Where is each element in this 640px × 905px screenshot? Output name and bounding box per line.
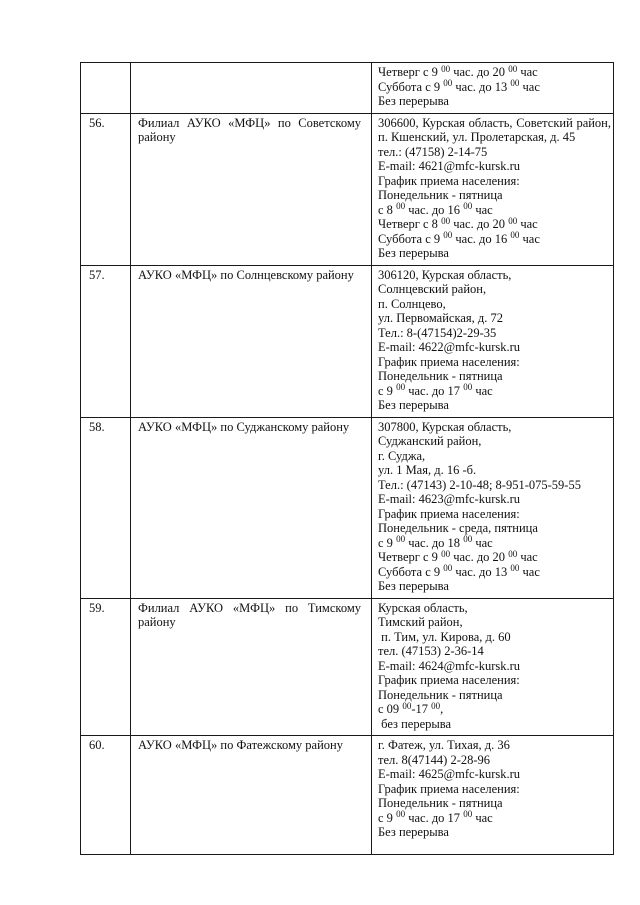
detail-line: Без перерыва [378, 246, 449, 260]
detail-line: Суббота с 9 $^{00}$ час. до 13 $^{00}$ час [378, 563, 540, 579]
detail-line: с 9 $^{00}$ час. до 17 $^{00}$ час [378, 382, 493, 398]
row-number-cell: 56. [81, 113, 131, 265]
detail-line: E-mail: 4622@mfc-kursk.ru [378, 340, 521, 354]
detail-line: Суббота с 9 $^{00}$ час. до 13 $^{00}$ час [378, 78, 540, 94]
contact-details-cell [372, 736, 614, 855]
detail-line: E-mail: 4621@mfc-kursk.ru [378, 159, 521, 173]
superscript-minutes: 00 [508, 63, 518, 74]
superscript-minutes: 00 [510, 563, 520, 573]
org-name-cell: АУКО «МФЦ» по Фатежскому району [131, 736, 372, 855]
table-row [81, 417, 614, 598]
contact-details-cell [372, 265, 614, 417]
table-row [81, 63, 614, 114]
detail-line: г. Суджа, [378, 448, 426, 463]
row-number-cell: 60. [81, 736, 131, 855]
table-row [81, 265, 614, 417]
detail-line: Понедельник - пятница [378, 687, 503, 702]
superscript-minutes: 00 [441, 215, 451, 226]
detail-line: с 9 $^{00}$ час. до 18 $^{00}$ час [378, 534, 493, 550]
superscript-minutes: 00 [441, 63, 451, 74]
detail-line: Без перерыва [378, 398, 449, 412]
superscript-minutes: 00 [441, 548, 451, 559]
detail-line: с 8 $^{00}$ час. до 16 $^{00}$ час [378, 201, 493, 217]
table-row [81, 598, 614, 736]
superscript-minutes: 00 [463, 382, 473, 392]
contact-details-cell [372, 598, 614, 736]
detail-line: п. Тим, ул. Кирова, д. 60 [378, 629, 511, 644]
superscript-minutes: 00 [510, 78, 520, 88]
table-row [81, 736, 614, 855]
superscript-minutes: 00 [396, 382, 406, 392]
org-name-cell [131, 63, 372, 114]
detail-line: тел. 8(47144) 2-28-96 [378, 752, 491, 767]
detail-line: Понедельник - пятница [378, 369, 503, 383]
detail-line: тел. (47153) 2-36-14 [378, 644, 484, 658]
detail-line: Четверг с 9 $^{00}$ час. до 20 $^{00}$ час [378, 548, 538, 564]
detail-line: Без перерыва [378, 94, 449, 108]
detail-line: E-mail: 4625@mfc-kursk.ru [378, 767, 521, 781]
detail-line: тел.: (47158) 2-14-75 [378, 144, 488, 159]
superscript-minutes: 00 [396, 809, 406, 819]
detail-line: с 09 $^{00}$-17 $^{00}$, [378, 700, 444, 716]
detail-line: Тел.: 8-(47154)2-29-35 [378, 325, 497, 340]
row-number-cell: 58. [81, 417, 131, 598]
detail-line: Понедельник - пятница [378, 796, 503, 810]
detail-line: График приема населения: [378, 781, 520, 796]
table-row [81, 113, 614, 265]
detail-line: без перерыва [378, 716, 452, 731]
org-name-cell: АУКО «МФЦ» по Суджанскому району [131, 417, 372, 598]
superscript-minutes: 00 [402, 700, 412, 711]
detail-line: Суджанский район, [378, 434, 482, 448]
detail-line: Понедельник - среда, пятница [378, 521, 538, 535]
detail-line: 306600, Курская область, Советский район, п. Кшенский, ул. Пролетарская, д. 45 [378, 115, 615, 144]
detail-line: ул. Первомайская, д. 72 [378, 311, 503, 325]
org-name-cell: Филиал АУКО «МФЦ» по Советскому району [131, 113, 372, 265]
detail-line: Четверг с 9 $^{00}$ час. до 20 $^{00}$ час [378, 63, 538, 79]
superscript-minutes: 00 [431, 700, 441, 711]
detail-line: График приема населения: [378, 673, 520, 687]
superscript-minutes: 00 [396, 201, 406, 211]
detail-line: Без перерыва [378, 579, 449, 593]
detail-line: График приема населения: [378, 506, 520, 521]
detail-line: E-mail: 4624@mfc-kursk.ru [378, 658, 521, 673]
detail-line: Четверг с 8 $^{00}$ час. до 20 $^{00}$ час [378, 215, 538, 231]
superscript-minutes: 00 [443, 230, 453, 240]
superscript-minutes: 00 [443, 563, 453, 573]
detail-line: с 9 $^{00}$ час. до 17 $^{00}$ час [378, 809, 493, 825]
org-name-cell: АУКО «МФЦ» по Солнцевскому району [131, 265, 372, 417]
row-number-cell [81, 63, 131, 114]
detail-line: г. Фатеж, ул. Тихая, д. 36 [378, 738, 510, 752]
detail-line: E-mail: 4623@mfc-kursk.ru [378, 492, 521, 506]
superscript-minutes: 00 [510, 230, 520, 240]
mfc-table-body [81, 63, 614, 855]
detail-line: Понедельник - пятница [378, 188, 503, 202]
detail-line: Солнцевский район, [378, 282, 487, 296]
superscript-minutes: 00 [508, 215, 518, 226]
detail-line: Суббота с 9 $^{00}$ час. до 16 $^{00}$ час [378, 230, 540, 246]
row-number-cell: 57. [81, 265, 131, 417]
detail-line: График приема населения: [378, 354, 520, 369]
contact-details-cell [372, 113, 614, 265]
detail-line: п. Солнцево, [378, 296, 446, 311]
detail-line: График приема населения: [378, 173, 520, 188]
superscript-minutes: 00 [463, 201, 473, 211]
superscript-minutes: 00 [508, 548, 518, 559]
detail-line: Тимский район, [378, 615, 463, 629]
detail-line: Без перерыва [378, 825, 449, 839]
detail-line: ул. 1 Мая, д. 16 -б. [378, 463, 477, 477]
contact-details-cell [372, 63, 614, 114]
row-number-cell: 59. [81, 598, 131, 736]
detail-line: Тел.: (47143) 2-10-48; 8-951-075-59-55 [378, 477, 581, 492]
detail-line: 306120, Курская область, [378, 267, 512, 282]
superscript-minutes: 00 [443, 78, 453, 88]
contact-details-cell [372, 417, 614, 598]
org-name-cell: Филиал АУКО «МФЦ» по Тимскому району [131, 598, 372, 736]
detail-line: 307800, Курская область, [378, 419, 512, 434]
mfc-offices-table [80, 62, 614, 855]
superscript-minutes: 00 [463, 809, 473, 819]
superscript-minutes: 00 [396, 534, 406, 544]
superscript-minutes: 00 [463, 534, 473, 544]
detail-line: Курская область, [378, 600, 468, 615]
